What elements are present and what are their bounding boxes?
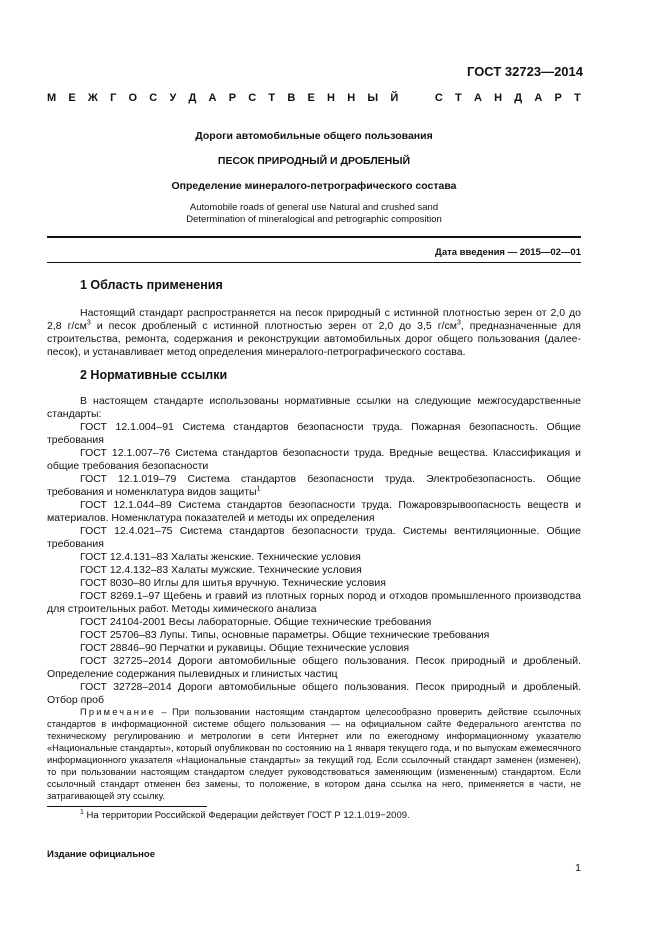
date-divider [47,262,581,263]
banner-letter: Г [110,92,117,104]
section-1-body [47,307,581,359]
footnote-mark: 1 [80,808,84,816]
banner-letter: Н [494,92,503,104]
reference-item: ГОСТ 8269.1–97 Щебень и гравий из плотных горных пород и отходов промышленного производства для строительных работ. Методы химического анализа [47,590,581,615]
document-code: ГОСТ 32723—2014 [467,64,583,79]
banner-letter: Д [514,92,523,104]
note-text: – При пользовании настоящим стандартом целесообразно проверить действие ссылочных стандартов в информационной системе общего пользования — на официальном сайте Федерального агентства по техническому регулированию и метрологии в сети Интернет или по ежегодному информационному указателю «Национальные стандарты», который опубликован по состоянию на 1 января текущего года, и по выпускам ежемесячного информационного указателя «Национальные стандарты» за текущий год. Если ссылочный стандарт заменен (изменен), то при пользовании настоящим стандартом следует руководствоваться заменяющим (измененным) стандартом. Если ссылочный стандарт отменен без замены, то положение, в котором дана ссылка на него, применяется в части, не затрагивающей эту ссылку. [47,707,581,801]
banner-letter: Р [554,92,562,104]
banner-letter: О [128,92,138,104]
superscript: 3 [86,319,91,327]
footnote-mark: 1 [256,485,261,493]
reference-item: ГОСТ 8030–80 Иглы для шитья вручную. Технические условия [80,577,386,589]
reference-item: ГОСТ 12.1.004–91 Система стандартов безопасности труда. Пожарная безопасность. Общие требования [47,421,581,446]
section-2-body [47,395,581,707]
interstate-standard-banner [47,92,581,104]
reference-item: ГОСТ 25706–83 Лупы. Типы, основные параметры. Общие технические требования [80,629,490,641]
title-line-3: Определение минералого-петрографического состава [171,180,457,192]
reference-item: ГОСТ 12.1.007–76 Система стандартов безопасности труда. Вредные вещества. Классификация и общие требования безопасности [47,447,581,472]
english-title [47,202,581,226]
banner-letter: С [434,92,443,104]
reference-item: ГОСТ 12.4.131–83 Халаты женские. Технические условия [80,551,361,563]
banner-letter: Н [347,92,356,104]
section-2-heading: 2 Нормативные ссылки [80,368,228,382]
banner-letter: С [149,92,158,104]
banner-letter: Ж [87,92,98,104]
banner-letter: Е [307,92,315,104]
english-title-line-1: Automobile roads of general use Natural and crushed sand [189,202,439,213]
reference-item: ГОСТ 32728–2014 Дороги автомобильные общего пользования. Песок природный и дробленый. Отбор проб [47,681,581,706]
scope-text-a: Настоящий стандарт распространяется на песок природный с истинной плотностью зерен от 2,0 до 2,8 г/см [47,307,581,332]
superscript: 3 [456,319,461,327]
scope-text-b: и песок дробленый с истинной плотностью зерен от 2,0 до 3,5 г/см [90,320,457,332]
banner-letter: Р [228,92,237,104]
page-number: 1 [575,862,581,874]
reference-item: ГОСТ 12.4.132–83 Халаты мужские. Технические условия [80,564,362,576]
banner-letter: М [47,92,57,104]
reference-item [47,473,581,499]
banner-letter: А [473,92,482,104]
banner-letter: Д [188,92,197,104]
title-divider [47,236,581,238]
reference-item: ГОСТ 12.4.021–75 Система стандартов безопасности труда. Системы вентиляционные. Общие требования [47,525,581,550]
introduction-date: Дата введения — 2015—02—01 [435,247,581,258]
title-line-2: ПЕСОК ПРИРОДНЫЙ И ДРОБЛЕНЫЙ [217,155,411,167]
section-1-heading: 1 Область применения [80,278,223,292]
references-intro: В настоящем стандарте использованы нормативные ссылки на следующие межгосударственные стандарты: [47,395,581,420]
english-title-line-2: Determination of mineralogical and petrographic composition [186,214,442,225]
banner-letter: С [248,92,257,104]
note-block [47,706,581,802]
note-paragraph [47,706,581,802]
reference-item: ГОСТ 12.1.044–89 Система стандартов безопасности труда. Пожаровзрывоопасность веществ и материалов. Номенклатура показателей и методы их определения [47,499,581,524]
official-edition-label: Издание официальное [47,849,155,860]
banner-letter: А [208,92,217,104]
banner-letter: У [169,92,177,104]
banner-letter: Н [327,92,335,104]
reference-item: ГОСТ 24104-2001 Весы лабораторные. Общие технические требования [80,616,432,628]
footnote-divider [47,806,207,807]
banner-letter: В [287,92,296,104]
reference-item: ГОСТ 28846–90 Перчатки и рукавицы. Общие технические условия [80,642,410,654]
title-line-1: Дороги автомобильные общего пользования [195,130,433,142]
banner-letter: Т [455,92,462,104]
banner-letter: Т [268,92,276,104]
banner-letter: Й [390,92,399,104]
scope-paragraph [47,307,581,359]
reference-text: ГОСТ 12.1.019–79 Система стандартов безопасности труда. Электробезопасность. Общие требования и номенклатура видов защиты [47,473,581,498]
banner-letter: А [534,92,543,104]
note-label: Примечание [80,707,156,717]
banner-letter: Т [574,92,581,104]
scope-text-c: , предназначенные для строительства, ремонта, содержания и реконструкции автомобильных дорог общего пользования (далее-песок), и устанавливает метод определения минералого-петрографического состава. [47,320,581,358]
reference-item: ГОСТ 32725–2014 Дороги автомобильные общего пользования. Песок природный и дробленый. Определение содержания пылевидных и глинистых частиц [47,655,581,680]
footnote-text: На территории Российской Федерации действует ГОСТ Р 12.1.019−2009. [83,810,410,821]
banner-letter: Ы [367,92,379,104]
banner-letter: Е [68,92,76,104]
footnote [80,810,410,821]
